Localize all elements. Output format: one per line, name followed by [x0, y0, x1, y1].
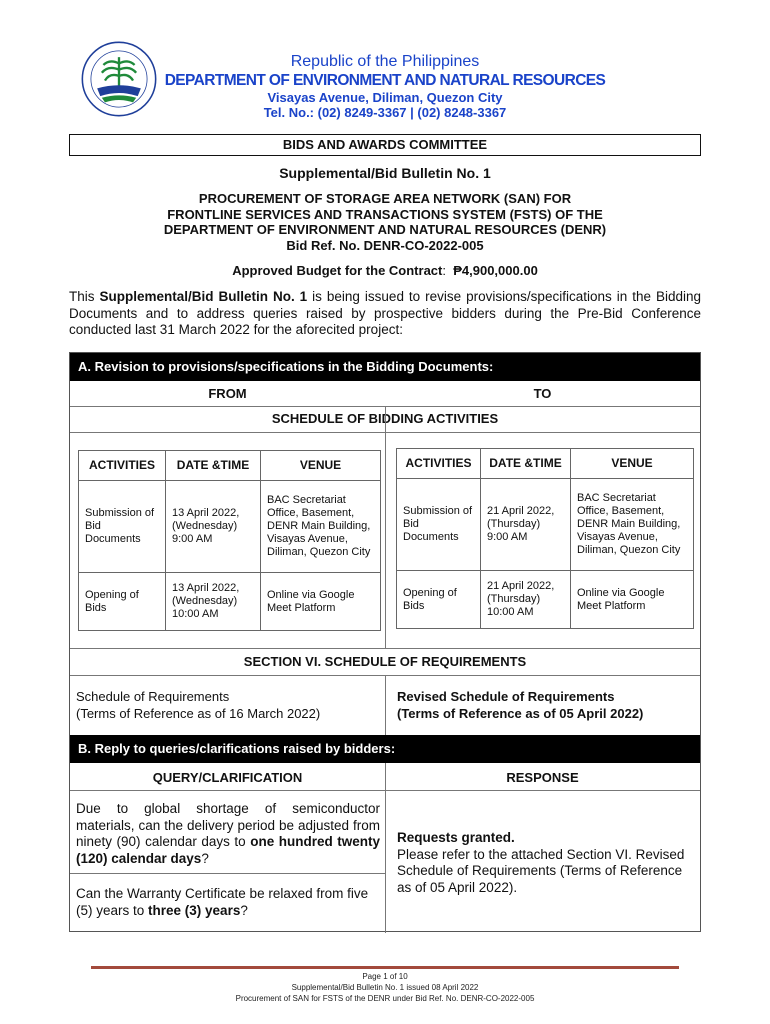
- query1-end: ?: [201, 850, 209, 866]
- footer-rule: [91, 966, 679, 969]
- letterhead: [0, 40, 770, 125]
- from-venue-submission: BAC Secretariat Office, Basement, DENR Main Building, Visayas Avenue, Diliman, Quezon City: [261, 481, 381, 573]
- abc-label: Approved Budget for the Contract: [232, 263, 443, 278]
- intro-text-1: This: [69, 289, 100, 304]
- from-col-activities: ACTIVITIES: [79, 451, 166, 481]
- footer: [0, 971, 770, 1004]
- from-schedule-requirements: [76, 688, 320, 722]
- section-b-title: B. Reply to queries/clarifications raised by bidders:: [70, 735, 700, 763]
- bulletin-table: [69, 352, 701, 932]
- response-text: [397, 830, 695, 896]
- to-activity-opening: Opening of Bids: [397, 571, 481, 629]
- from-activity-opening: Opening of Bids: [79, 573, 166, 631]
- section-a-title: A. Revision to provisions/specifications in the Bidding Documents:: [70, 353, 700, 381]
- to-date-submission: 21 April 2022, (Thursday) 9:00 AM: [481, 479, 571, 571]
- intro-text-2: is being issued to revise provisions/specifications in the Bidding Documents and to address queries raised by prospective bidders during the Pre-Bid Conference conducted last 31 March 2022 for the aforecited project:: [69, 289, 701, 337]
- from-date-submission: 13 April 2022, (Wednesday) 9:00 AM: [166, 481, 261, 573]
- project-line-1: PROCUREMENT OF STORAGE AREA NETWORK (SAN) FOR: [198, 191, 572, 206]
- header-address: Visayas Avenue, Diliman, Quezon City: [267, 90, 503, 105]
- query-warranty: [76, 886, 380, 919]
- footer-procurement-line: Procurement of SAN for FSTS of the DENR under Bid Ref. No. DENR-CO-2022-005: [235, 994, 535, 1003]
- project-line-3: DEPARTMENT OF ENVIRONMENT AND NATURAL RESOURCES (DENR): [163, 222, 607, 237]
- approved-budget: [0, 263, 770, 278]
- project-line-2: FRONTLINE SERVICES AND TRANSACTIONS SYSTEM (FSTS) OF THE: [167, 206, 603, 222]
- divider: [385, 675, 386, 735]
- header-telephone: Tel. No.: (02) 8249-3367 | (02) 8248-3367: [263, 105, 507, 120]
- to-date-opening: 21 April 2022, (Thursday) 10:00 AM: [481, 571, 571, 629]
- from-activities-table: [78, 450, 381, 631]
- to-sor-line-2: (Terms of Reference as of 05 April 2022): [397, 706, 644, 721]
- query1-text: Due to global shortage of semiconductor materials, can the delivery period be adjusted from ninety (90) calendar days to: [76, 801, 380, 849]
- to-header: TO: [533, 386, 552, 401]
- to-activities-table: [396, 448, 694, 629]
- from-col-datetime: DATE &TIME: [166, 451, 261, 481]
- footer-issue-line: Supplemental/Bid Bulletin No. 1 issued 08 April 2022: [291, 983, 479, 992]
- denr-seal-logo: [80, 40, 158, 118]
- divider: [385, 432, 386, 648]
- project-title: [100, 191, 670, 253]
- intro-bulletin-name: Supplemental/Bid Bulletin No. 1: [99, 289, 308, 304]
- from-activity-submission: Submission of Bid Documents: [79, 481, 166, 573]
- response-granted: Requests granted.: [397, 830, 515, 845]
- divider: [70, 790, 700, 791]
- to-col-venue: VENUE: [571, 449, 694, 479]
- to-venue-submission: BAC Secretariat Office, Basement, DENR Main Building, Visayas Avenue, Diliman, Quezon City: [571, 479, 694, 571]
- from-venue-opening: Online via Google Meet Platform: [261, 573, 381, 631]
- from-date-opening: 13 April 2022, (Wednesday) 10:00 AM: [166, 573, 261, 631]
- from-sor-line-1: Schedule of Requirements: [76, 689, 230, 704]
- header-department: DEPARTMENT OF ENVIRONMENT AND NATURAL RESOURCES: [164, 72, 606, 89]
- schedule-bidding-title: SCHEDULE OF BIDDING ACTIVITIES: [271, 411, 499, 426]
- committee-box: BIDS AND AWARDS COMMITTEE: [69, 134, 701, 156]
- bulletin-title: Supplemental/Bid Bulletin No. 1: [279, 165, 491, 181]
- header-republic: Republic of the Philippines: [290, 53, 480, 70]
- to-activity-submission: Submission of Bid Documents: [397, 479, 481, 571]
- response-detail: Please refer to the attached Section VI. Revised Schedule of Requirements (Terms of Reference as of 05 April 2022).: [397, 846, 685, 895]
- to-sor-line-1: Revised Schedule of Requirements: [397, 689, 615, 704]
- query2-end: ?: [240, 902, 248, 918]
- divider: [70, 873, 385, 874]
- to-venue-opening: Online via Google Meet Platform: [571, 571, 694, 629]
- from-sor-line-2: (Terms of Reference as of 16 March 2022): [76, 706, 321, 721]
- divider: [385, 406, 386, 433]
- query-header: QUERY/CLARIFICATION: [152, 770, 303, 785]
- to-col-activities: ACTIVITIES: [397, 449, 481, 479]
- footer-page-number: Page 1 of 10: [362, 972, 408, 981]
- from-col-venue: VENUE: [261, 451, 381, 481]
- query2-bold: three (3) years: [148, 902, 241, 918]
- to-col-datetime: DATE &TIME: [481, 449, 571, 479]
- divider: [385, 763, 386, 933]
- divider: [70, 648, 700, 649]
- abc-amount: ₱4,900,000.00: [453, 263, 538, 278]
- intro-paragraph: [69, 289, 701, 339]
- bid-reference: Bid Ref. No. DENR-CO-2022-005: [286, 237, 484, 253]
- query2-text: Can the Warranty Certificate be relaxed from five (5) years to: [76, 886, 369, 918]
- query1-bold: one hundred twenty (120) calendar days: [76, 834, 380, 866]
- query-delivery-period: [76, 801, 380, 867]
- response-header: RESPONSE: [506, 770, 579, 785]
- section-vi-title: SECTION VI. SCHEDULE OF REQUIREMENTS: [243, 654, 527, 669]
- abc-colon: :: [442, 263, 446, 278]
- to-schedule-requirements: [397, 688, 643, 722]
- from-header: FROM: [208, 386, 247, 401]
